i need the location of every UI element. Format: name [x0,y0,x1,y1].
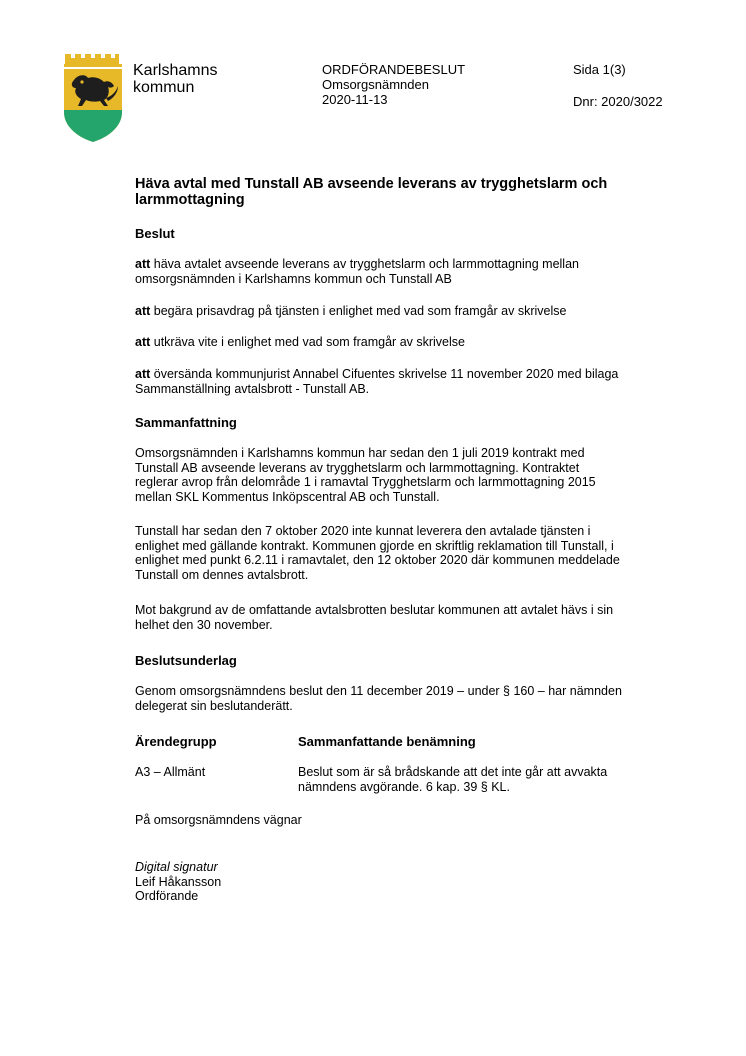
closing-line: På omsorgsnämndens vägnar [135,813,302,827]
decision-item: att utkräva vite i enlighet med vad som framgår av skrivelse [135,335,465,349]
org-name [133,62,217,96]
title-line2: larmmottagning [135,192,245,208]
att-keyword: att [135,367,151,381]
decision-item: att begära prisavdrag på tjänsten i enlighet med vad som framgår av skrivelse [135,304,567,318]
org-name-line2: kommun [133,79,195,96]
summary-paragraph: Omsorgsnämnden i Karlshamns kommun har sedan den 1 juli 2019 kontrakt med Tunstall AB avseende leverans av trygghetslarm och larmmottagning. Kontraktet reglerar avrop från delområde 1 i ramavtal Trygghetslarm och larmmottagning 2015 mellan SKL Kommentus Inköpscentral AB och Tunstall. [135,446,596,504]
att-keyword: att [135,304,151,318]
signature-block [135,860,695,904]
section-heading-sammanfattning: Sammanfattning [135,415,237,430]
signature-label: Digital signatur [135,860,218,874]
registration-number: Dnr: 2020/3022 [573,94,663,109]
signer-name: Leif Håkansson [135,874,222,889]
document-type: ORDFÖRANDEBESLUT [322,62,466,77]
summary-paragraph: Mot bakgrund av de omfattande avtalsbrotten beslutar kommunen att avtalet hävs i sin helhet den 30 november. [135,603,614,632]
table-header-arendegrupp: Ärendegrupp [135,734,217,749]
summary-paragraph: Tunstall har sedan den 7 oktober 2020 inte kunnat leverera den avtalade tjänsten i enlighet med gällande kontrakt. Kommunen gjorde en skriftlig reklamation till Tunstall, i enlighet med punkt 6.2.11 i ramavtalet, den 12 oktober 2020 där kommunen meddelade Tunstall om dennes avtalsbrott. [135,524,620,582]
page-number: Sida 1(3) [573,62,626,77]
municipality-crest-logo [60,50,126,144]
table-cell-group: A3 – Allmänt [135,765,206,779]
signer-role: Ordförande [135,889,199,903]
document-meta [322,62,465,107]
att-keyword: att [135,257,151,271]
committee-name: Omsorgsnämnden [322,77,429,92]
decision-item: att häva avtalet avseende leverans av trygghetslarm och larmmottagning mellan omsorgsnämnden i Karlshamns kommun och Tunstall AB [135,257,579,286]
crown-icon [64,54,122,67]
document-title [135,176,695,208]
section-heading-beslut: Beslut [135,226,175,241]
table-header-benamning: Sammanfattande benämning [298,734,476,749]
table-cell-description: Beslut som är så brådskande att det inte går att avvakta nämndens avgörande. 6 kap. 39 § KL. [298,765,608,794]
att-keyword: att [135,335,151,349]
title-line1: Häva avtal med Tunstall AB avseende leverans av trygghetslarm och [135,176,608,192]
section-heading-beslutsunderlag: Beslutsunderlag [135,653,237,668]
basis-paragraph: Genom omsorgsnämndens beslut den 11 december 2019 – under § 160 – har nämnden delegerat sin beslutanderätt. [135,684,622,713]
document-date: 2020-11-13 [322,92,388,107]
org-name-line1: Karlshamns [133,62,218,79]
decision-item: att översända kommunjurist Annabel Cifuentes skrivelse 11 november 2020 med bilaga Sammanställning avtalsbrott - Tunstall AB. [135,367,619,396]
